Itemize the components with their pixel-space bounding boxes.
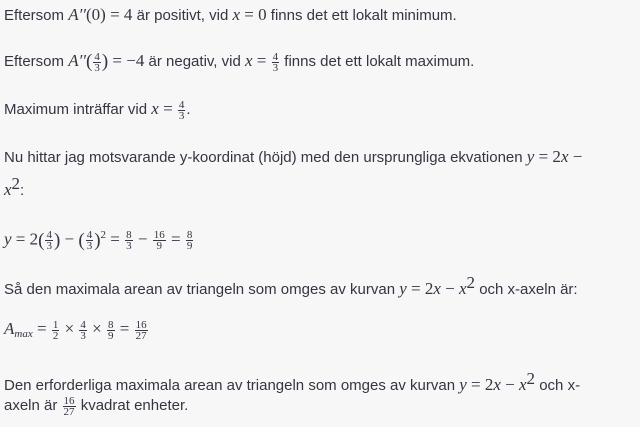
math-minus: − [568, 147, 583, 166]
math-y: y [4, 229, 12, 249]
numerator: 4 [86, 229, 93, 242]
math-equals-two: = 2 [11, 229, 39, 249]
math-minus: − [500, 375, 519, 394]
math-equals-two: = 2 [466, 375, 494, 394]
fraction [63, 396, 76, 417]
math-double-prime: ′′ [78, 5, 87, 24]
fraction [135, 320, 148, 341]
math-minus: − [60, 229, 79, 249]
paren-close: ) [101, 51, 109, 73]
paren-open: ( [38, 229, 45, 251]
math-subscript: max [14, 328, 33, 340]
math-x: x [560, 147, 569, 166]
text: finns det ett lokalt minimum. [266, 7, 457, 24]
math-exponent: 2 [100, 229, 107, 241]
fraction [125, 230, 133, 251]
denominator: 9 [186, 240, 193, 253]
numerator: 4 [272, 50, 279, 63]
math-a: A [68, 51, 79, 70]
math-y: y [526, 147, 535, 166]
denominator: 9 [108, 329, 114, 342]
text: Nu hittar jag motsvarande y-koordinat (höjd) med den ursprungliga ekvationen [4, 149, 527, 166]
denominator: 9 [156, 240, 162, 253]
fraction [52, 320, 60, 341]
math-y: y [399, 279, 407, 298]
math-times: × [60, 319, 79, 338]
math-x: x [151, 99, 159, 118]
text: Eftersom [4, 53, 69, 70]
numerator: 16 [153, 229, 165, 242]
text: är negativ, vid [144, 53, 245, 70]
denominator: 3 [94, 61, 100, 74]
text: kvadrat enheter. [76, 397, 189, 414]
numerator: 1 [52, 318, 59, 331]
text: Den erforderliga maximala arean av triangeln som omges av kurvan [4, 377, 460, 394]
math-times: × [87, 319, 106, 338]
math-equals: = [166, 229, 185, 249]
denominator: 27 [63, 405, 75, 418]
math-exponent: 2 [466, 273, 476, 292]
equation-y-value [4, 224, 194, 252]
math-equals-zero: = 0 [240, 5, 267, 24]
math-a: A [68, 5, 79, 24]
math-argument: (0) [86, 5, 106, 24]
math-x: x [519, 375, 527, 394]
fraction [186, 230, 194, 251]
math-x: x [458, 279, 467, 298]
text: är positivt, vid [132, 7, 233, 24]
paragraph-local-minimum [4, 4, 457, 27]
paren-open: ( [86, 51, 93, 73]
numerator: 4 [178, 98, 185, 111]
math-equals: = [32, 319, 51, 338]
math-equals: = [158, 99, 177, 118]
math-exponent: 2 [11, 174, 21, 193]
paren-open: ( [78, 229, 85, 251]
paragraph-find-y-line2 [4, 173, 24, 202]
math-double-prime: ′′ [78, 51, 87, 70]
math-equals: = [115, 319, 134, 338]
denominator: 3 [86, 240, 93, 253]
fraction [93, 52, 101, 73]
math-x: x [493, 375, 501, 394]
denominator: 3 [178, 109, 185, 122]
math-equals-value: = −4 [108, 51, 145, 70]
numerator: 8 [186, 229, 193, 242]
equation-area-max [4, 318, 149, 345]
paren-close: ) [94, 229, 101, 251]
paragraph-local-maximum [4, 50, 474, 73]
math-exponent: 2 [526, 369, 536, 388]
denominator: 2 [52, 329, 59, 342]
numerator: 8 [108, 318, 114, 331]
numerator: 4 [46, 229, 52, 242]
text: axeln är [4, 397, 62, 414]
fraction [45, 230, 53, 251]
text: och x-axeln är: [475, 281, 578, 298]
fraction [153, 230, 166, 251]
paragraph-maximum-at [4, 98, 191, 121]
text: finns det ett lokalt maximum. [280, 53, 475, 70]
math-equals-two: = 2 [534, 147, 561, 166]
math-x: x [433, 279, 441, 298]
denominator: 3 [46, 240, 52, 253]
math-equals: = [252, 51, 271, 70]
math-y: y [459, 375, 467, 394]
denominator: 3 [80, 329, 86, 342]
numerator: 4 [80, 318, 86, 331]
math-minus: − [440, 279, 459, 298]
math-minus: − [133, 229, 152, 249]
paragraph-find-y-line1 [4, 146, 582, 169]
math-x: x [232, 5, 241, 24]
paragraph-conclusion-line1 [4, 368, 580, 397]
fraction [272, 52, 280, 73]
numerator: 16 [63, 394, 75, 407]
math-equals-two: = 2 [406, 279, 434, 298]
denominator: 27 [135, 329, 147, 342]
math-a: A [4, 319, 15, 338]
paren-close: ) [53, 229, 61, 251]
numerator: 16 [135, 318, 147, 331]
text: Eftersom [4, 7, 69, 24]
numerator: 4 [94, 50, 100, 63]
fraction [178, 100, 186, 121]
text: . [186, 101, 191, 118]
text: Maximum inträffar vid [4, 101, 152, 118]
denominator: 3 [272, 61, 279, 74]
paragraph-max-area-intro [4, 272, 578, 301]
fraction [86, 230, 94, 251]
text: och x- [535, 377, 581, 394]
paragraph-conclusion-line2 [4, 395, 188, 417]
math-equals: = [106, 229, 125, 249]
math-equals-value: = 4 [105, 5, 133, 24]
math-x: x [4, 180, 12, 199]
text: Så den maximala arean av triangeln som omges av kurvan [4, 281, 400, 298]
fraction [107, 320, 115, 341]
numerator: 8 [126, 229, 132, 242]
text: : [20, 182, 25, 199]
fraction [79, 320, 87, 341]
denominator: 3 [126, 240, 132, 253]
math-x: x [244, 51, 253, 70]
